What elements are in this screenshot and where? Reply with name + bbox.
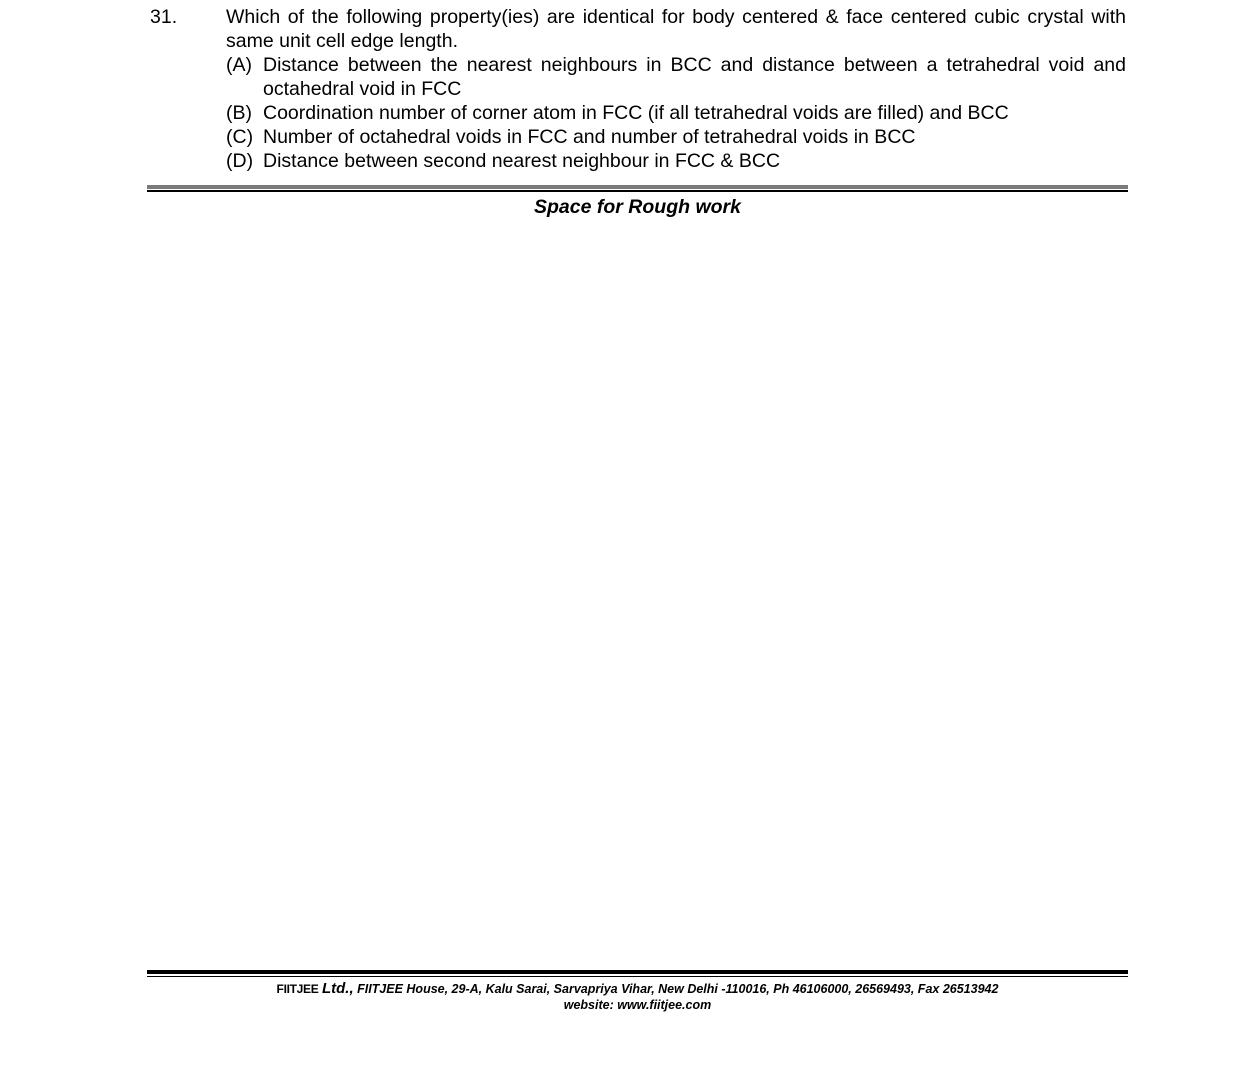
option-a bbox=[226, 53, 1126, 101]
option-label: (B) bbox=[226, 102, 252, 124]
option-c bbox=[226, 125, 1126, 149]
option-label: (C) bbox=[226, 126, 254, 148]
footer-brand: FIITJEE bbox=[276, 982, 319, 996]
question-stem: Which of the following property(ies) are identical for body centered & face centered cubic crystal with same unit cell edge length. bbox=[226, 6, 1126, 52]
footer bbox=[147, 981, 1128, 1013]
question-block bbox=[150, 5, 1126, 173]
option-text: Distance between second nearest neighbour in FCC & BCC bbox=[263, 150, 781, 172]
footer-address-line bbox=[147, 981, 1128, 997]
option-text: Coordination number of corner atom in FCC (if all tetrahedral voids are filled) and BCC bbox=[263, 102, 1009, 124]
rough-work-divider-thin bbox=[147, 190, 1128, 192]
footer-address: FIITJEE House, 29-A, Kalu Sarai, Sarvapriya Vihar, New Delhi -110016, Ph 46106000, 26569493, Fax 26513942 bbox=[357, 982, 999, 996]
option-label: (A) bbox=[226, 54, 252, 76]
option-label: (D) bbox=[226, 150, 254, 172]
option-text: Number of octahedral voids in FCC and number of tetrahedral voids in BCC bbox=[263, 126, 916, 148]
rough-work-label: Space for Rough work bbox=[534, 196, 741, 218]
footer-website: website: www.fiitjee.com bbox=[563, 998, 712, 1012]
options-list bbox=[226, 53, 1126, 173]
option-d bbox=[226, 149, 1126, 173]
footer-divider-thick bbox=[147, 970, 1128, 974]
rough-work-divider-thick bbox=[147, 185, 1128, 189]
option-b bbox=[226, 101, 1126, 125]
option-text: Distance between the nearest neighbours in BCC and distance between a tetrahedral void and octahedral void in FCC bbox=[263, 54, 1126, 100]
footer-divider-thin bbox=[147, 976, 1128, 977]
question-number: 31. bbox=[150, 6, 178, 28]
footer-ltd: Ltd., bbox=[321, 980, 354, 997]
